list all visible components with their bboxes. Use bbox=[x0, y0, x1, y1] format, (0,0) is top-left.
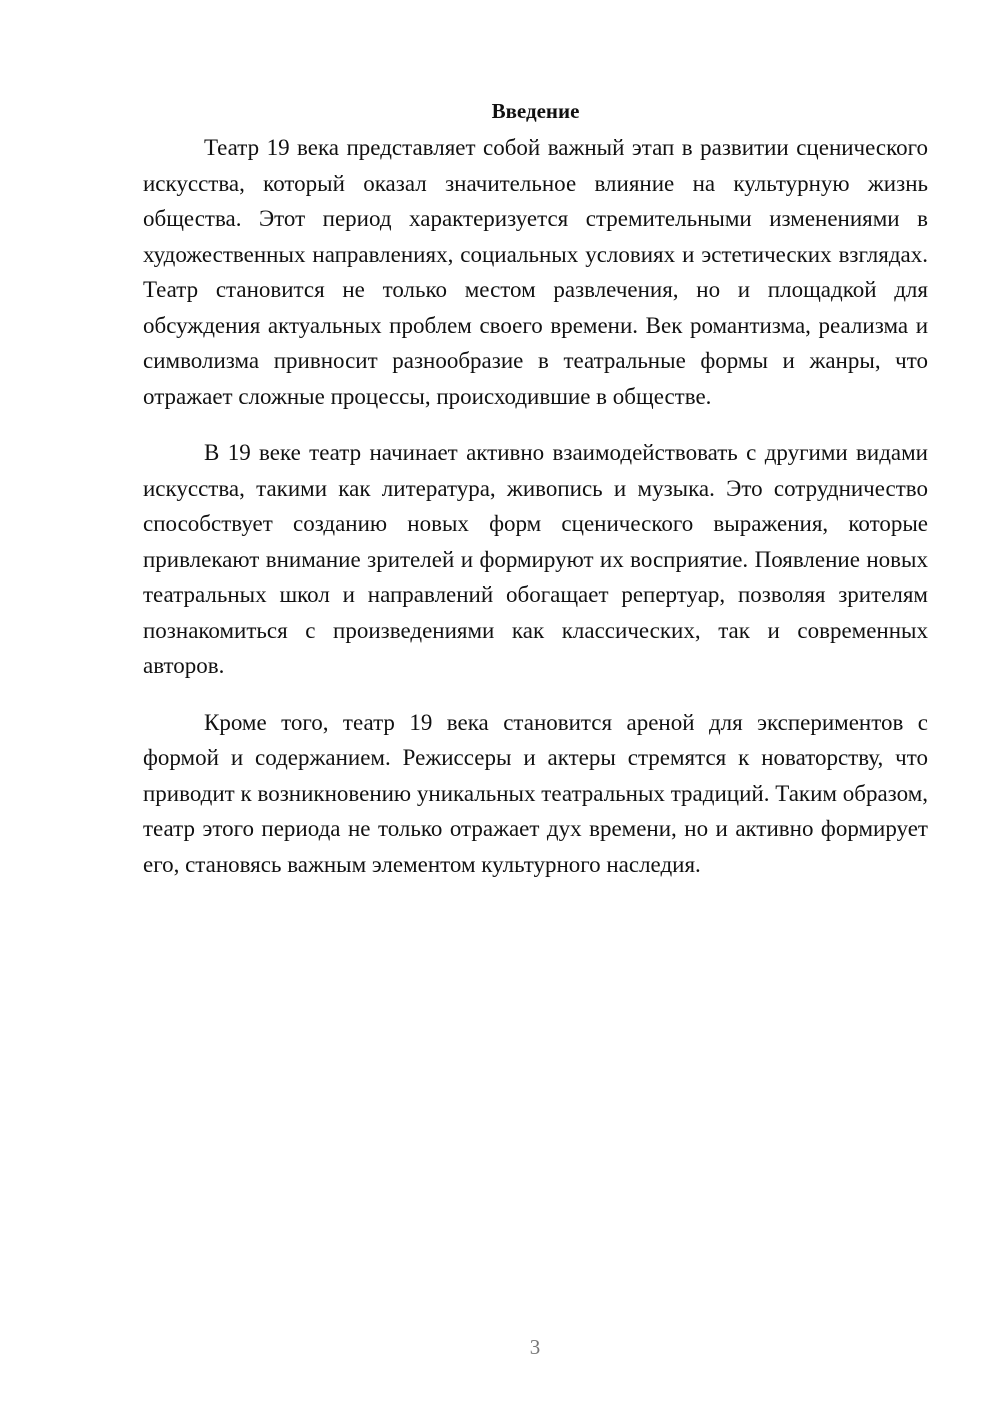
paragraph-2: В 19 веке театр начинает активно взаимодействовать с другими видами искусства, такими как литература, живопись и музыка. Это сотрудничество способствует созданию новых форм сценического выражения, которые привлекают внимание зрителей и формируют их восприятие. Появление новых театральных школ и направлений обогащает репертуар, позволяя зрителям познакомиться с произведениями как классических, так и современных авторов. bbox=[143, 440, 928, 678]
page-number: 3 bbox=[529, 1335, 541, 1359]
page-content bbox=[143, 96, 928, 882]
paragraph-1: Театр 19 века представляет собой важный этап в развитии сценического искусства, который оказал значительное влияние на культурную жизнь общества. Этот период характеризуется стремительными изменениями в художественных направлениях, социальных условиях и эстетических взглядах. Театр становится не только местом развлечения, но и площадкой для обсуждения актуальных проблем своего времени. Век романтизма, реализма и символизма привносит разнообразие в театральные формы и жанры, что отражает сложные процессы, происходившие в обществе. bbox=[143, 135, 928, 409]
paragraph-3: Кроме того, театр 19 века становится ареной для экспериментов с формой и содержанием. Режиссеры и актеры стремятся к новаторству, что приводит к возникновению уникальных театральных традиций. Таким образом, театр этого периода не только отражает дух времени, но и активно формирует его, становясь важным элементом культурного наследия. bbox=[143, 709, 928, 877]
section-title: Введение bbox=[491, 99, 580, 123]
